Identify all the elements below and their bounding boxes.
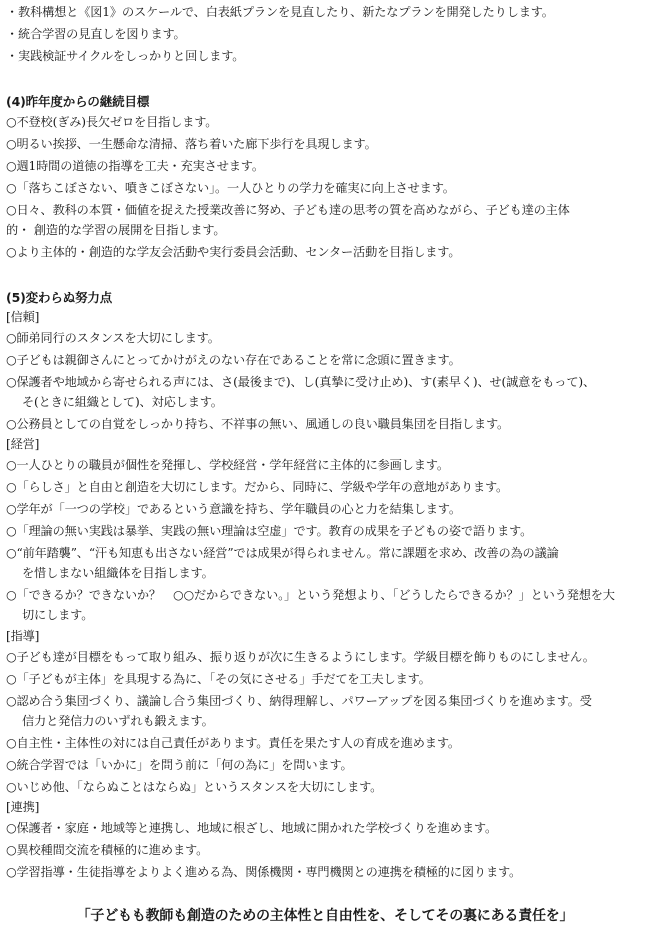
intro-line: ・教科構想と《図1》のスケールで、白表紙プランを見直したり、新たなプランを開発したりします。 xyxy=(6,5,554,19)
intro-line: ・実践検証サイクルをしっかりと回します。 xyxy=(6,49,245,63)
list-item: ○認め合う集団づくり、議論し合う集団づくり、納得理解し、パワーアップを図る集団づくりを進めます。受 xyxy=(6,694,592,708)
list-item-continuation: そ(ときに組織として)、対応します。 xyxy=(22,395,223,409)
closing-slogan: 「子どもも教師も創造のための主体性と自由性を、そしてその裏にある責任を」 xyxy=(76,908,574,924)
list-item: ○学習指導・生徒指導をよりよく進める為、関係機関・専門機関との連携を積極的に図ります。 xyxy=(6,865,522,879)
list-item: ○「らしさ」と自由と創造を大切にします。だから、同時に、学級や学年の意地があります。 xyxy=(6,480,509,494)
list-item: ○「落ちこぼさない、噴きこぼさない」。一人ひとりの学力を確実に向上させます。 xyxy=(6,181,455,195)
list-item: ○明るい挨拶、一生懸命な清掃、落ち着いた廊下歩行を具現します。 xyxy=(6,137,377,151)
subsection-label-cooperation: [連携] xyxy=(6,800,40,814)
subsection-label-management: [経営] xyxy=(6,437,40,451)
list-item: ○師弟同行のスタンスを大切にします。 xyxy=(6,331,220,345)
list-item: ○いじめ他、「ならぬことはならぬ」というスタンスを大切にします。 xyxy=(6,780,383,794)
list-item-continuation: を惜しまない組織体を目指します。 xyxy=(22,566,214,580)
list-item: ○統合学習では「いかに」を問う前に「何の為に」を問います。 xyxy=(6,758,353,772)
list-item: ○不登校(ぎみ)長欠ゼロを目指します。 xyxy=(6,115,218,129)
list-item: ○公務員としての自覚をしっかり持ち、不祥事の無い、風通しの良い職員集団を目指します。 xyxy=(6,417,510,431)
list-item: ○“前年踏襲”、“汗も知恵も出さない経営”では成果が得られません。常に課題を求め、改善の為の議論 xyxy=(6,546,559,560)
section-heading-continuing-goals: (4)昨年度からの継続目標 xyxy=(6,94,150,109)
list-item: ○週1時間の道徳の指導を工夫・充実させます。 xyxy=(6,159,264,173)
list-item-continuation: 信力と発信力のいずれも鍛えます。 xyxy=(22,714,214,728)
list-item: ○保護者・家庭・地域等と連携し、地域に根ざし、地域に開かれた学校づくりを進めます。 xyxy=(6,821,498,835)
list-item: ○子ども達が目標をもって取り組み、振り返りが次に生きるようにします。学級目標を飾りものにしません。 xyxy=(6,650,595,664)
list-item: ○異校種間交流を積極的に進めます。 xyxy=(6,843,209,857)
list-item: ○学年が「一つの学校」であるという意識を持ち、学年職員の心と力を結集します。 xyxy=(6,502,461,516)
intro-line: ・統合学習の見直しを図ります。 xyxy=(6,27,186,41)
list-item: ○一人ひとりの職員が個性を発揮し、学校経営・学年経営に主体的に参画します。 xyxy=(6,458,449,472)
list-item: ○日々、教科の本質・価値を捉えた授業改善に努め、子ども達の思考の質を高めながら、子ども達の主体 xyxy=(6,203,570,217)
list-item: ○「子どもが主体」を具現する為に、「その気にさせる」手だてを工夫します。 xyxy=(6,672,431,686)
list-item: ○自主性・主体性の対には自己責任があります。責任を果たす人の育成を進めます。 xyxy=(6,736,460,750)
list-item: ○「できるか？できないか？ ○○だからできない。」という発想より、「どうしたらできるか？」という発想を大 xyxy=(6,588,615,602)
subsection-label-guidance: [指導] xyxy=(6,629,40,643)
list-item: ○保護者や地域から寄せられる声には、さ(最後まで)、し(真摯に受け止め)、す(素早く)、せ(誠意をもって)、 xyxy=(6,375,596,389)
list-item: ○子どもは親御さんにとってかけがえのない存在であることを常に念頭に置きます。 xyxy=(6,353,461,367)
section-heading-unchanging-efforts: (5)変わらぬ努力点 xyxy=(6,290,113,305)
list-item: ○より主体的・創造的な学友会活動や実行委員会活動、センター活動を目指します。 xyxy=(6,245,461,259)
list-item-continuation: 的・ 創造的な学習の展開を目指します。 xyxy=(6,223,226,237)
subsection-label-trust: [信頼] xyxy=(6,310,40,324)
list-item: ○「理論の無い実践は暴挙、実践の無い理論は空虚」です。教育の成果を子どもの姿で語ります。 xyxy=(6,524,533,538)
list-item-continuation: 切にします。 xyxy=(22,608,94,622)
